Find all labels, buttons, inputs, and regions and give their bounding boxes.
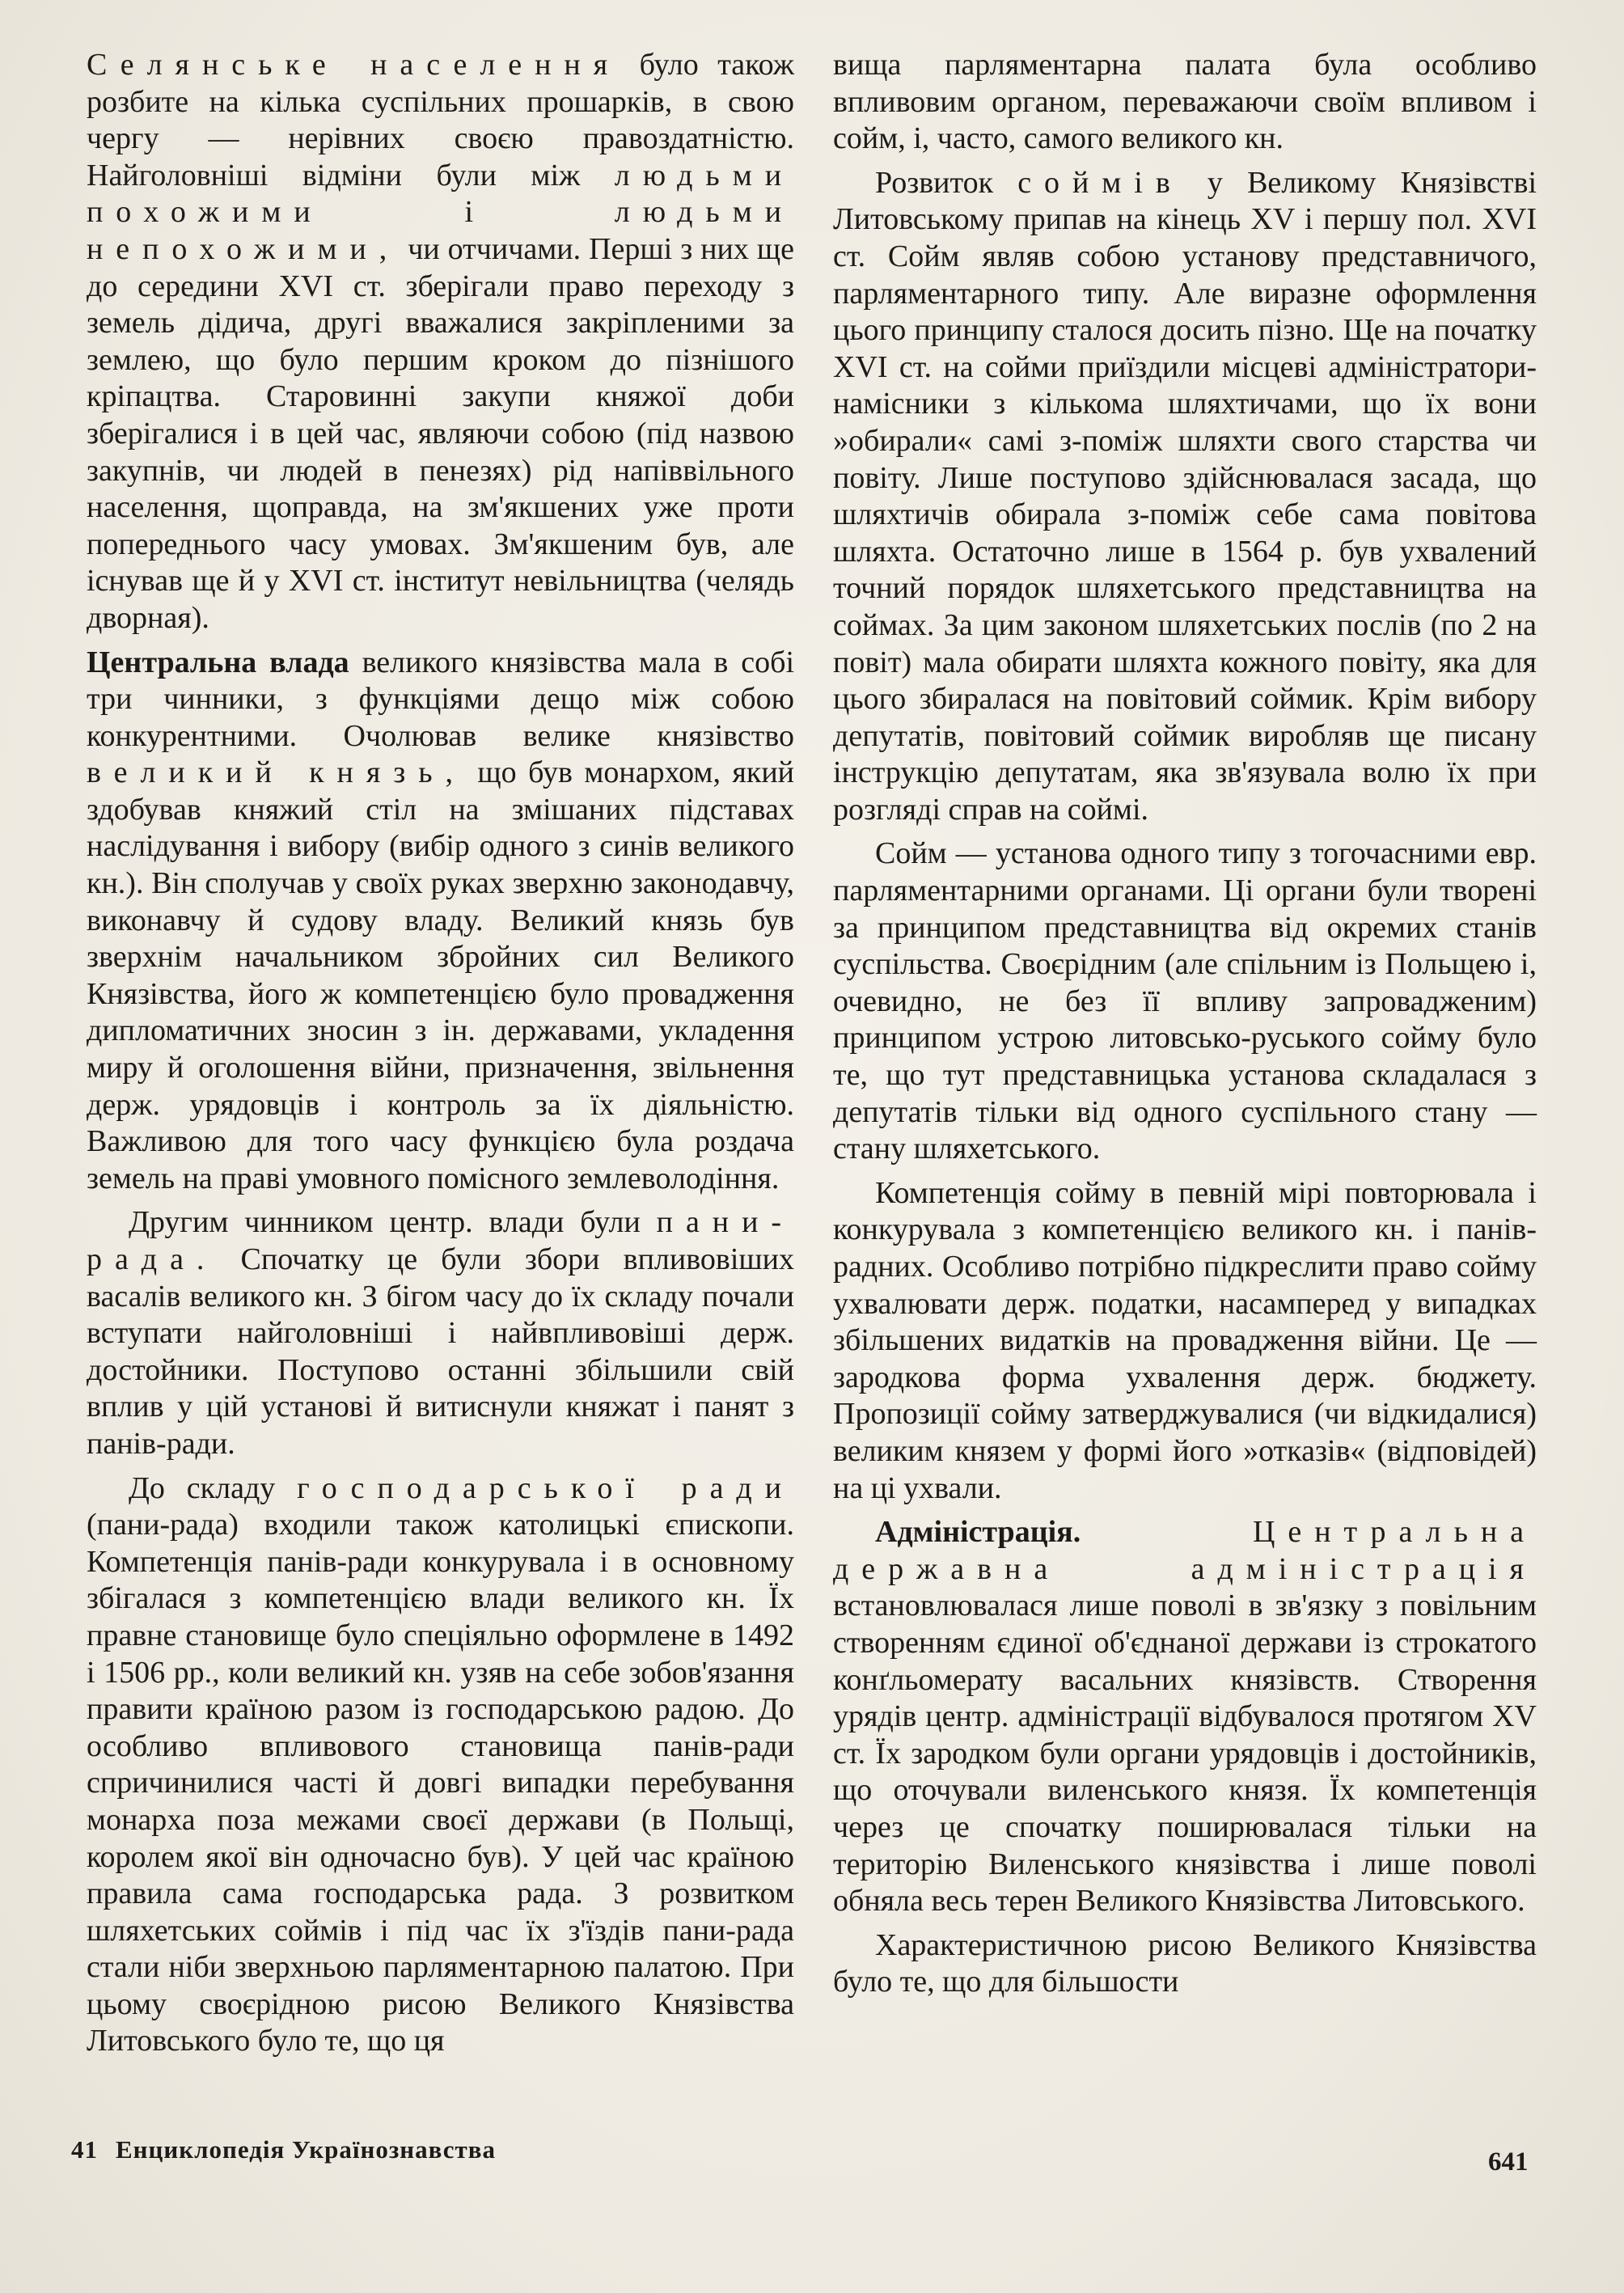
paragraph-sejms: [833, 165, 1537, 829]
spaced-term: людьми похожими: [87, 158, 794, 230]
paragraph-sejm-competence: [833, 1175, 1537, 1507]
section-heading: Адміністрація.: [875, 1515, 1081, 1550]
paragraph-pany-rada: [87, 1204, 794, 1462]
publication-title: Енциклопедія Українознавства: [116, 2135, 496, 2164]
printer-signature: 41: [71, 2135, 98, 2164]
paragraph-text: було також розбите на кілька суспільних прошарків, в свою чергу — нерівних своєю правоздатністю. Найголовніші відміни були між: [87, 48, 794, 192]
paragraph-text: великого князівства мала в собі три чинники, з функціями дещо між собою конкурентними. Очолював велике князівство: [87, 645, 795, 753]
page-number: 641: [1488, 2147, 1529, 2177]
paragraph-text: Спочатку це були збори впливовіших васалів великого кн. З бігом часу до їх складу почали вступати найголовніші і найвпливовіші держ. достойники. Поступово останні збільшили свій вплив у цій установі й витиснули княжат і панят з панів-ради.: [87, 1242, 795, 1461]
section-heading: Центральна влада: [87, 645, 349, 679]
paragraph-text: вища парляментарна палата була особливо впливовим органом, переважаючи своїм впливом і сойм, і, часто, самого великого кн.: [833, 48, 1537, 156]
paragraph-text: встановлювалася лише поволі в зв'язку з повільним створенням єдиної об'єднаної держави із строкатого конґльомерату васальних князівств. Створення урядів центр. адміністрації відбувалося протягом XV ст. Їх зародком були органи урядовців і достойників, що оточували виленського князя. Їх компетенція через це спочатку поширювалася тільки на територію Виленського князівства і лише поволі обняла весь терен Великого Князівства Литовського.: [833, 1589, 1537, 1919]
paragraph-text: До складу: [129, 1470, 276, 1505]
paragraph-sejm-institution: [833, 836, 1537, 1167]
paragraph-text: у Великому Князівстві Литовському припав на кінець XV і першу пол. XVI ст. Сойм являв собою установу представничого, парляментарного типу. Але виразне оформлення цього принципу сталося досить пізно. Ще на початку XVI ст. на сойми приїздили місцеві адміністратори-намісники з кількома шляхтичами, що їх вони »обирали« самі з-поміж шляхти свого старства чи повіту. Лише поступово здійснювалася засада, що шляхтичів обирала з-поміж себе сама повітова шляхта. Остаточно лише в 1564 р. був ухвалений точний порядок шляхетського представництва на соймах. За цим законом шляхетських послів (по 2 на повіт) мала обирати шляхта кожного повіту, яка для цього збиралася на повітовий соймик. Крім вибору депутатів, повітовий соймик виробляв ще писану інструкцію депутатам, яка зв'язувала волю їх при розгляді справ на соймі.: [833, 165, 1537, 827]
spaced-term: Селянське населення: [87, 48, 621, 82]
page-footer: [71, 2135, 496, 2164]
paragraph-peasant-population: [87, 47, 794, 637]
paragraph-text: Розвиток: [875, 165, 994, 200]
paragraph-text: і: [464, 195, 473, 230]
paragraph-text: чи отчичами. Перші з них ще до середини XVI ст. зберігали право переходу з земель дідича, другі вважалися закріпленими за землею, що було першим кроком до пізнішого кріпацтва. Старовинні закупи княжої доби зберігалися і в цей час, являючи собою (під назвою закупнів, чи людей в пенезях) рід напіввільного населення, щоправда, на зм'якшених уже проти попереднього часу умовах. Зм'якшеним був, але існував ще й у XVI ст. інститут невільництва (челядь дворная).: [87, 231, 795, 635]
paragraph-text: Другим чинником центр. влади були: [129, 1205, 641, 1240]
left-column: [87, 47, 794, 2067]
paragraph-text: Сойм — установа одного типу з тогочасними евр. парляментарними органами. Ці органи були творені за принципом представництва від окремих станів суспільства. Своєрідним (але спільним із Польщею і, очевидно, не без її впливу запровадженим) принципом устрою литовсько-руського сойму було те, що тут представницька установа складалася з депутатів тільки від одного суспільного стану — стану шляхетського.: [833, 836, 1537, 1166]
paragraph-text: Компетенція сойму в певній мірі повторювала і конкурувала з компетенцією великого кн. і панів-радних. Особливо потрібно підкреслити право сойму ухвалювати держ. податки, насамперед у випадках збільшених видатків на провадження війни. Це — зародкова форма ухвалення держ. бюджету. Пропозиції сойму затверджувалися (чи відкидалися) великим князем у формі його »отказів« (відповідей) на ці ухвали.: [833, 1175, 1537, 1505]
paragraph-text: що був монархом, який здобував княжий стіл на змішаних підставах наслідування і вибору (вибір одного з синів великого кн.). Він сполучав у своїх руках зверхню законодавчу, виконавчу й судову владу. Великий князь був зверхнім начальником збройних сил Великого Князівства, його ж компетенцією було провадження дипломатичних зносин з ін. державами, укладення миру й оголошення війни, призначення, звільнення держ. урядовців і контроль за їх діяльністю. Важливою для того часу функцією була роздача земель на праві умовного помісного землеволодіння.: [87, 755, 795, 1195]
spaced-term: Центральна державна адміністрація: [833, 1515, 1537, 1586]
right-column: [833, 47, 1537, 2008]
paragraph-text: (пани-рада) входили також католицькі єпископи. Компетенція панів-ради конкурувала і в основному збігалася з компетенцією влади великого кн. Їх правне становище було спеціяльно оформлене в 1492 і 1506 рр., коли великий кн. узяв на себе зобов'язання правити країною разом із господарською радою. До особливо впливового становища панів-ради спричинилися часті й довгі випадки перебування монарха поза межами своєї держави (в Польщі, королем якої він одночасно був). У цей час країною правила сама господарська рада. З розвитком шляхетських соймів і під час їх з'їздів пани-рада стали ніби зверхньою парляментарною палатою. При цьому своєрідною рисою Великого Князівства Литовського було те, що ця: [87, 1508, 794, 2058]
spaced-term: великий князь,: [87, 755, 466, 790]
spaced-term: пани-рада.: [87, 1205, 795, 1276]
paragraph-text: Характеристичною рисою Великого Князівства було те, що для більшости: [833, 1927, 1537, 1999]
paragraph-hospodar-council: [87, 1470, 794, 2061]
paragraph-continuation: [833, 47, 1537, 158]
spaced-term: соймів: [1017, 165, 1183, 200]
spaced-term: господарської ради: [297, 1470, 794, 1505]
paragraph-administration: [833, 1514, 1537, 1920]
paragraph-central-power: [87, 645, 794, 1198]
paragraph-characteristic: [833, 1927, 1537, 2001]
spaced-term: людьми непохожими,: [87, 195, 795, 266]
